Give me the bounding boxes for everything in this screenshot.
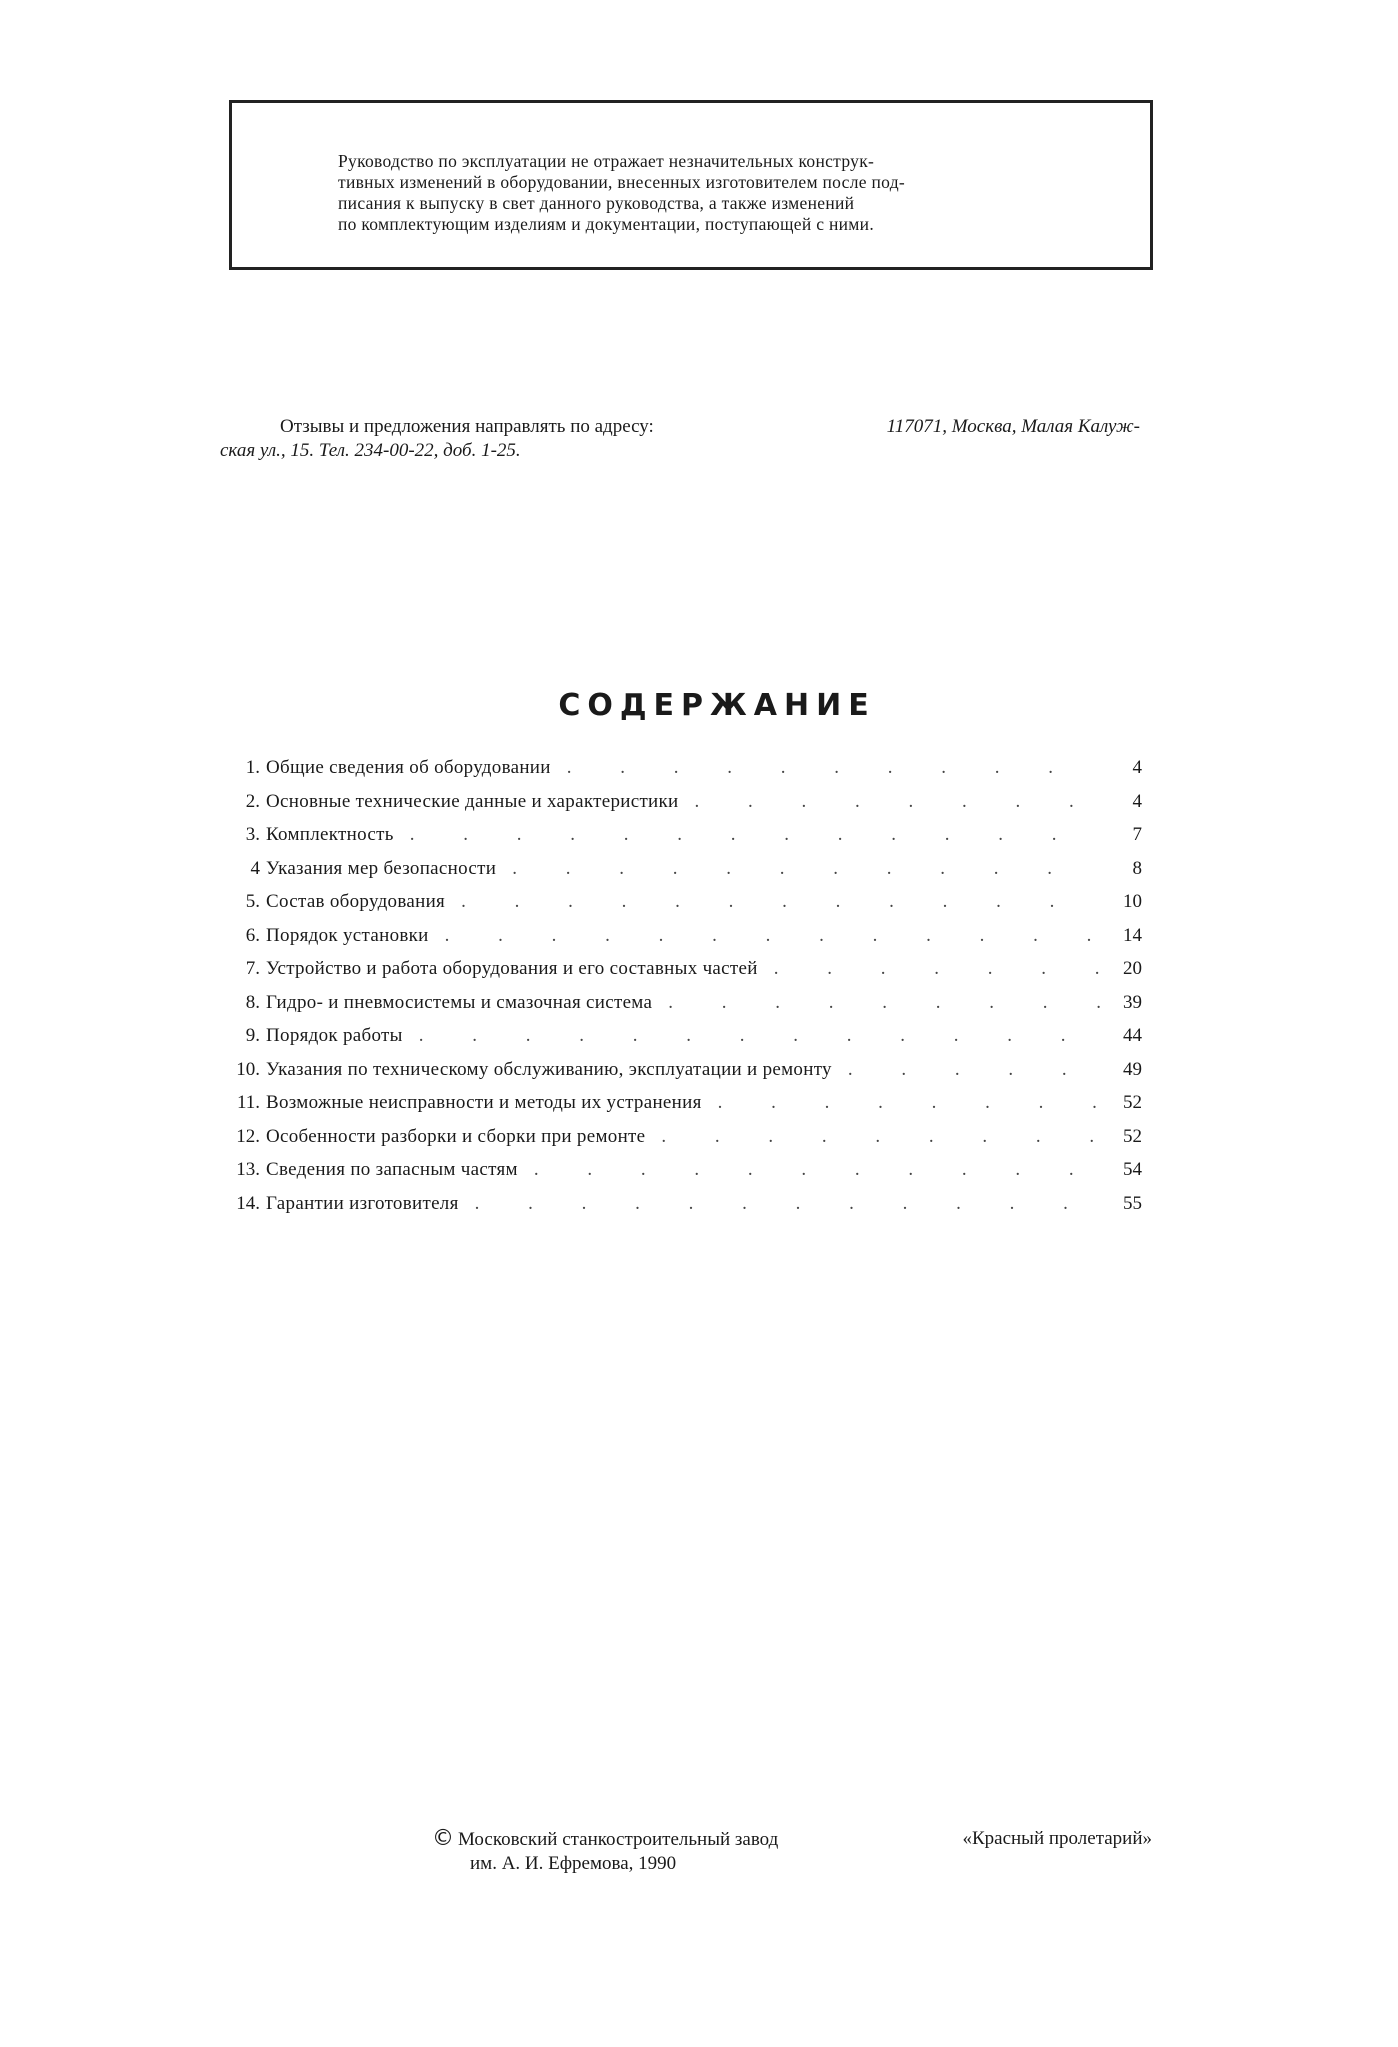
address-line-2: ская ул., 15. Тел. 234-00-22, доб. 1-25. bbox=[220, 440, 521, 461]
toc-leader bbox=[758, 958, 1102, 980]
toc-leader bbox=[551, 757, 1102, 779]
toc-page: 52 bbox=[1123, 1092, 1142, 1113]
toc-entry[interactable] bbox=[222, 1159, 1142, 1193]
toc-number: 11. bbox=[236, 1092, 260, 1113]
address-city: 117071, Москва, Малая Калуж- bbox=[886, 416, 1140, 437]
toc-number: 2. bbox=[245, 790, 260, 812]
toc-title: Комплектность bbox=[266, 824, 394, 845]
toc-number: 12. bbox=[236, 1125, 260, 1147]
address-lead: Отзывы и предложения направлять по адресу: bbox=[280, 416, 654, 437]
toc-leader bbox=[394, 824, 1102, 846]
notice-box bbox=[229, 100, 1153, 270]
toc-number: 10. bbox=[236, 1058, 260, 1080]
toc-page: 49 bbox=[1123, 1058, 1142, 1080]
toc-title: Особенности разборки и сборки при ремонте bbox=[266, 1125, 646, 1147]
toc-leader bbox=[445, 891, 1102, 913]
copyright-left bbox=[432, 1827, 778, 1852]
toc-leader bbox=[459, 1193, 1102, 1215]
notice-line: по комплектующим изделиям и документации, поступающей с ними. bbox=[338, 214, 875, 234]
toc-number: 8. bbox=[245, 991, 260, 1013]
toc-leader bbox=[429, 925, 1102, 947]
toc-entry[interactable] bbox=[222, 925, 1142, 959]
toc-title: Основные технические данные и характеристики bbox=[266, 790, 679, 812]
toc-title: Порядок работы bbox=[266, 1025, 403, 1046]
toc-number: 3. bbox=[245, 824, 260, 845]
toc-title: Указания по техническому обслуживанию, эксплуатации и ремонту bbox=[266, 1058, 832, 1080]
toc-page: 54 bbox=[1123, 1159, 1142, 1180]
toc-entry[interactable] bbox=[222, 891, 1142, 925]
toc-leader bbox=[403, 1025, 1102, 1047]
toc-number: 14. bbox=[236, 1192, 260, 1214]
toc-leader bbox=[832, 1059, 1102, 1081]
toc-page: 39 bbox=[1123, 991, 1142, 1013]
toc-number: 9. bbox=[245, 1025, 260, 1046]
toc-leader bbox=[679, 791, 1102, 813]
toc-title: Указания мер безопасности bbox=[266, 857, 497, 879]
copyright-line-1 bbox=[432, 1827, 1152, 1852]
toc-entry[interactable] bbox=[222, 958, 1142, 992]
toc-title: Устройство и работа оборудования и его составных частей bbox=[266, 958, 758, 979]
toc-page: 20 bbox=[1123, 958, 1142, 979]
toc-number: 5. bbox=[245, 891, 260, 912]
toc-number: 4 bbox=[250, 857, 260, 879]
toc-page: 8 bbox=[1132, 857, 1142, 879]
toc-entry[interactable] bbox=[222, 791, 1142, 825]
copyright-line-2: им. А. И. Ефремова, 1990 bbox=[470, 1853, 677, 1874]
toc-title: Гидро- и пневмосистемы и смазочная система bbox=[266, 991, 653, 1013]
toc-title: Сведения по запасным частям bbox=[266, 1159, 518, 1180]
toc-page: 55 bbox=[1123, 1192, 1142, 1214]
toc-leader bbox=[496, 858, 1102, 880]
toc-entry[interactable] bbox=[222, 1126, 1142, 1160]
toc-title: Общие сведения об оборудовании bbox=[266, 757, 551, 778]
toc-entry[interactable] bbox=[222, 1193, 1142, 1227]
toc-entry[interactable] bbox=[222, 757, 1142, 791]
feedback-address bbox=[220, 415, 1140, 463]
toc-leader bbox=[702, 1092, 1102, 1114]
toc-entry[interactable] bbox=[222, 1092, 1142, 1126]
publisher-brand: «Красный пролетарий» bbox=[962, 1828, 1152, 1849]
toc-leader bbox=[652, 992, 1102, 1014]
toc-page: 52 bbox=[1123, 1125, 1142, 1147]
toc-entry[interactable] bbox=[222, 1059, 1142, 1093]
publisher-name: Московский станкостроительный завод bbox=[458, 1829, 779, 1850]
toc-number: 1. bbox=[245, 757, 260, 778]
contents-heading: СОДЕРЖАНИЕ bbox=[558, 688, 876, 723]
toc-page: 10 bbox=[1123, 891, 1142, 912]
copyright-notice bbox=[432, 1827, 1152, 1876]
address-line-1 bbox=[220, 415, 1140, 439]
toc-page: 7 bbox=[1132, 824, 1142, 845]
toc-title: Возможные неисправности и методы их устранения bbox=[266, 1092, 702, 1113]
notice-line: тивных изменений в оборудовании, внесенных изготовителем после под- bbox=[338, 172, 906, 192]
toc-page: 4 bbox=[1132, 757, 1142, 778]
toc-number: 6. bbox=[245, 924, 260, 946]
toc-entry[interactable] bbox=[222, 824, 1142, 858]
toc-title: Порядок установки bbox=[266, 924, 429, 946]
notice-line: писания к выпуску в свет данного руководства, а также изменений bbox=[338, 193, 855, 213]
toc-page: 44 bbox=[1123, 1025, 1142, 1046]
toc-entry[interactable] bbox=[222, 858, 1142, 892]
table-of-contents bbox=[222, 757, 1142, 1226]
toc-entry[interactable] bbox=[222, 1025, 1142, 1059]
notice-text bbox=[338, 151, 1088, 235]
toc-title: Состав оборудования bbox=[266, 891, 446, 912]
toc-page: 14 bbox=[1123, 924, 1142, 946]
notice-line: Руководство по эксплуатации не отражает незначительных конструк- bbox=[338, 151, 875, 171]
toc-entry[interactable] bbox=[222, 992, 1142, 1026]
toc-number: 13. bbox=[236, 1159, 260, 1180]
toc-number: 7. bbox=[245, 958, 260, 979]
toc-leader bbox=[518, 1159, 1102, 1181]
toc-page: 4 bbox=[1132, 790, 1142, 812]
toc-leader bbox=[645, 1126, 1102, 1148]
toc-title: Гарантии изготовителя bbox=[266, 1192, 459, 1214]
copyright-icon: © bbox=[432, 1826, 454, 1851]
